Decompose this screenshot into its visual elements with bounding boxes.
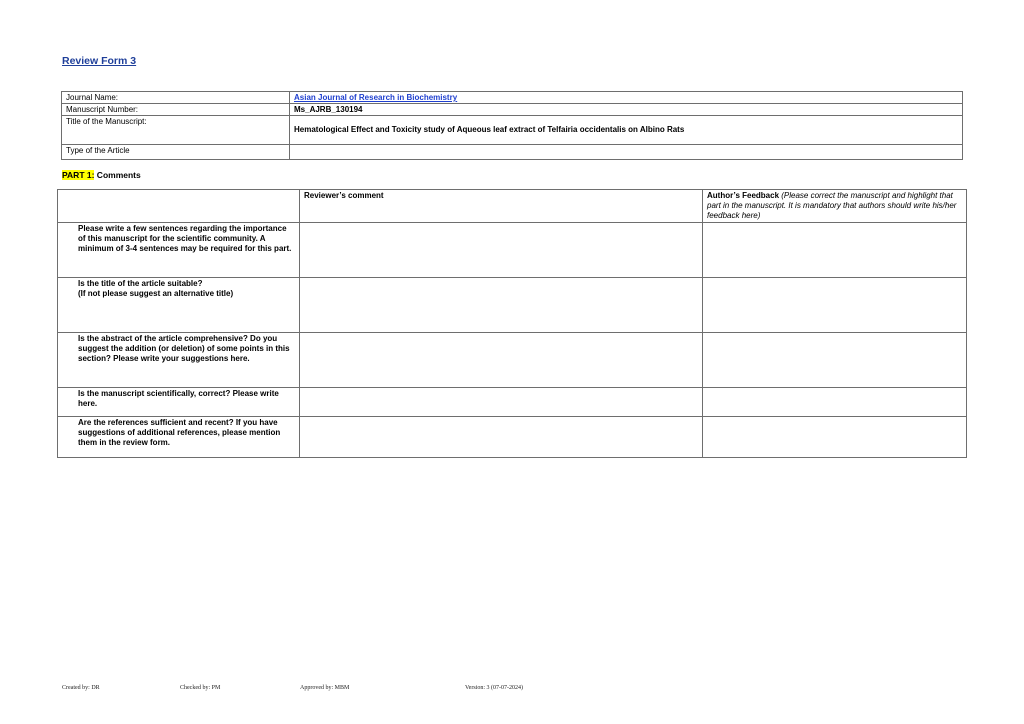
question-row	[58, 223, 967, 278]
author-feedback-cell[interactable]	[703, 417, 967, 458]
manuscript-number-value: Ms_AJRB_130194	[290, 104, 963, 116]
manuscript-number-label: Manuscript Number:	[62, 104, 290, 116]
reviewer-comment-cell[interactable]	[300, 417, 703, 458]
footer-created-by: Created by: DR	[62, 685, 100, 691]
reviewer-comment-cell[interactable]	[300, 223, 703, 278]
question-row	[58, 278, 967, 333]
question-text: Is the manuscript scientifically, correct? Please write here.	[58, 388, 300, 417]
author-feedback-header-note: (Please correct the manuscript and highlight that part in the manuscript. It is mandatory that authors should write his/her feedback here)	[707, 191, 957, 220]
manuscript-title-label: Title of the Manuscript:	[62, 116, 290, 145]
author-feedback-cell[interactable]	[703, 333, 967, 388]
comments-header-row	[58, 190, 967, 223]
journal-name-row	[62, 92, 963, 104]
reviewer-comment-cell[interactable]	[300, 333, 703, 388]
journal-name-value	[290, 92, 963, 104]
article-type-row	[62, 145, 963, 160]
manuscript-title-value: Hematological Effect and Toxicity study of Aqueous leaf extract of Telfairia occidentalis on Albino Rats	[290, 116, 963, 145]
manuscript-number-row	[62, 104, 963, 116]
reviewer-comment-cell[interactable]	[300, 278, 703, 333]
reviewer-comment-cell[interactable]	[300, 388, 703, 417]
part1-heading	[62, 170, 141, 180]
question-row	[58, 333, 967, 388]
author-feedback-cell[interactable]	[703, 388, 967, 417]
question-text: Are the references sufficient and recent? If you have suggestions of additional references, please mention them in the review form.	[58, 417, 300, 458]
footer-checked-by: Checked by: PM	[180, 685, 221, 691]
question-row	[58, 417, 967, 458]
article-type-label: Type of the Article	[62, 145, 290, 160]
manuscript-info-table	[61, 91, 963, 160]
author-feedback-header-label: Author’s Feedback	[707, 191, 780, 200]
part1-label: PART 1:	[62, 170, 95, 180]
question-header-cell	[58, 190, 300, 223]
journal-name-label: Journal Name:	[62, 92, 290, 104]
question-text: Is the title of the article suitable? (If not please suggest an alternative title)	[58, 278, 300, 333]
footer-version: Version: 3 (07-07-2024)	[465, 685, 523, 691]
question-text: Is the abstract of the article comprehensive? Do you suggest the addition (or deletion) of some points in this section? Please write your suggestions here.	[58, 333, 300, 388]
question-text: Please write a few sentences regarding the importance of this manuscript for the scientific community. A minimum of 3-4 sentences may be required for this part.	[58, 223, 300, 278]
comments-table	[57, 189, 967, 458]
author-feedback-header	[703, 190, 967, 223]
form-title: Review Form 3	[62, 55, 137, 67]
question-row	[58, 388, 967, 417]
manuscript-title-row	[62, 116, 963, 145]
author-feedback-cell[interactable]	[703, 278, 967, 333]
author-feedback-cell[interactable]	[703, 223, 967, 278]
reviewer-comment-header: Reviewer’s comment	[300, 190, 703, 223]
article-type-value[interactable]	[290, 145, 963, 160]
journal-name-link[interactable]: Asian Journal of Research in Biochemistry	[294, 93, 458, 102]
footer-approved-by: Approved by: MBM	[300, 685, 350, 691]
part1-title: Comments	[94, 170, 141, 180]
